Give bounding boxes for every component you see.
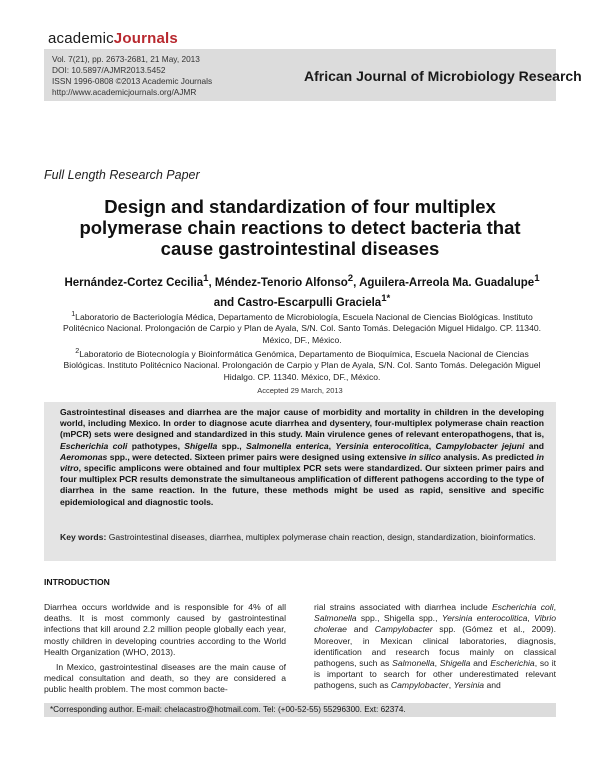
italic-run: Escherichia bbox=[490, 658, 535, 669]
text-run: spp. (Gómez et al., 2009). Moreover, in Mexican clinical laboratories, diagnosis, identification and research focus mainly on classical pathogens, such as bbox=[314, 624, 556, 669]
paragraph bbox=[314, 602, 556, 692]
abstract-run: spp., were detected. Sixteen primer pairs were designed using extensive bbox=[107, 451, 409, 462]
body-column-right bbox=[314, 602, 556, 696]
affiliation-sup: 1 bbox=[71, 310, 76, 318]
keywords-text: Gastrointestinal diseases, diarrhea, multiplex polymerase chain reaction, design, standardization, bioinformatics. bbox=[106, 532, 536, 542]
accepted-date: Accepted 29 March, 2013 bbox=[257, 386, 343, 395]
abstract-italic: Yersinia enterocolitica bbox=[335, 440, 429, 451]
meta-doi: DOI: 10.5897/AJMR2013.5452 bbox=[52, 65, 166, 75]
author-list bbox=[54, 271, 550, 311]
author-separator: and bbox=[213, 296, 238, 309]
affiliation-1 bbox=[54, 309, 550, 346]
text-run: , bbox=[553, 602, 556, 612]
paper-type: Full Length Research Paper bbox=[44, 168, 200, 182]
abstract-run: Gastrointestinal diseases and diarrhea are the major cause of morbidity and mortality in children in the developing world, including Mexico. In order to diagnose acute diarrhea and dysentery, four-multiplex polymerase chain reaction (mPCR) sets were designed and standardized in this study. Main virulence genes of relevant enteropathogens, that is, bbox=[60, 407, 544, 440]
author-affil-sup: 1* bbox=[381, 292, 391, 304]
text-run: and bbox=[470, 658, 491, 669]
abstract-italic: Aeromonas bbox=[60, 451, 108, 462]
text-run: , bbox=[434, 658, 440, 669]
abstract-run: , bbox=[428, 440, 436, 451]
journal-name: African Journal of Microbiology Research bbox=[304, 68, 582, 84]
section-heading-introduction: INTRODUCTION bbox=[44, 577, 110, 587]
affiliation-2 bbox=[54, 346, 550, 383]
author-separator: , bbox=[208, 276, 215, 289]
italic-run: Salmonella bbox=[314, 613, 357, 624]
author-affil-sup: 1 bbox=[534, 273, 540, 284]
text-run: , bbox=[527, 613, 535, 624]
meta-volume: Vol. 7(21), pp. 2673-2681, 21 May, 2013 bbox=[52, 54, 200, 64]
text-run: , so it is important to search for other underestimated relevant pathogens, such as bbox=[314, 658, 557, 691]
abstract-text bbox=[60, 407, 544, 508]
author-name: Aguilera-Arreola Ma. Guadalupe bbox=[359, 276, 535, 289]
abstract-run: , specific amplicons were obtained and four multiplex PCR sets were standardized. Our sixteen primer pairs and four multiplex PCR results demonstrate the simultaneous amplification of different pathogens according to the type of diarrhea in the same reaction. In the future, these methods might be used as rapid, sensitive and specific epidemiological and diagnostic tools. bbox=[60, 463, 544, 507]
author-affil-sup: 1 bbox=[203, 273, 209, 284]
text-run: and bbox=[346, 624, 375, 635]
text-run: , bbox=[448, 680, 454, 691]
italic-run: Shigella bbox=[439, 658, 471, 669]
logo-part-academic: academic bbox=[48, 30, 114, 47]
body-column-left bbox=[44, 602, 286, 700]
abstract-italic: Escherichia coli bbox=[60, 440, 128, 451]
italic-run: Yersinia enterocolitica bbox=[441, 613, 528, 624]
italic-run: Escherichia coli bbox=[491, 602, 554, 612]
text-run: and bbox=[484, 680, 501, 691]
abstract-run: analysis. As predicted bbox=[440, 451, 537, 462]
logo-part-journals: Journals bbox=[113, 30, 178, 47]
italic-run: Yersinia bbox=[453, 680, 485, 691]
meta-issn: ISSN 1996-0808 ©2013 Academic Journals bbox=[52, 76, 213, 86]
abstract-italic: Shigella bbox=[184, 440, 218, 451]
author-name: Castro-Escarpulli Graciela bbox=[237, 296, 382, 309]
corresponding-author-footnote bbox=[44, 703, 556, 717]
italic-run: Salmonella bbox=[392, 658, 435, 669]
italic-run: Campylobacter bbox=[390, 680, 449, 691]
author-name: Hernández-Cortez Cecilia bbox=[64, 276, 204, 289]
paper-title: Design and standardization of four multiplex polymerase chain reactions to detect bacteria that cause gastrointestinal diseases bbox=[79, 196, 521, 259]
author-separator: , bbox=[353, 276, 360, 289]
abstract-italic: in silico bbox=[408, 451, 441, 462]
abstract-run: and bbox=[524, 440, 544, 451]
publisher-logo bbox=[48, 30, 178, 47]
affiliation-text: Laboratorio de Biotecnología y Bioinformática Genómica, Departamento de Bioquímica, Escuela Nacional de Ciencias Biológicas. Instituto Politécnico Nacional. Prolongación de Carpio y Plan de Ayala, S/N. Col. Santo Tomás. Delegación Miguel Hidalgo. CP. 11340. México, DF., México. bbox=[63, 348, 541, 382]
meta-url[interactable]: http://www.academicjournals.org/AJMR bbox=[52, 87, 197, 97]
text-run: rial strains associated with diarrhea include bbox=[314, 602, 492, 612]
italic-run: Campylobacter bbox=[374, 624, 433, 635]
author-affil-sup: 2 bbox=[347, 273, 354, 284]
footnote-text: *Corresponding author. E-mail: chelacastro@hotmail.com. Tel: (+00-52-55) 55296300. Ext: 62374. bbox=[50, 705, 406, 714]
abstract-italic: Campylobacter jejuni bbox=[435, 440, 525, 451]
paragraph: Diarrhea occurs worldwide and is responsible for 4% of all deaths. It is most commonly caused by gastrointestinal infections that kill around 2.2 million people globally each year, mostly children in developing countries according to the World Health Organization (WHO, 2013). bbox=[44, 602, 286, 657]
abstract-italic: Salmonella enterica bbox=[245, 440, 329, 451]
abstract-run: pathotypes, bbox=[127, 440, 185, 451]
abstract-run: , bbox=[328, 440, 336, 451]
affiliation-sup: 2 bbox=[75, 347, 80, 355]
affiliation-text: Laboratorio de Bacteriología Médica, Departamento de Microbiología, Escuela Nacional de Ciencias Biológicas. Instituto Politécnico Nacional. Prolongación de Carpio y Plan de Ayala, S/N. Col. Santo Tomás. Delegación Miguel Hidalgo. CP. 11340. México, DF., México. bbox=[62, 311, 542, 345]
abstract-run: spp., bbox=[217, 440, 246, 451]
text-run: spp., Shigella spp., bbox=[356, 613, 442, 624]
keywords bbox=[60, 532, 544, 543]
paragraph: In Mexico, gastrointestinal diseases are the main cause of medical consultation and death, so they are considered a public health problem. The most common bacte- bbox=[44, 662, 286, 695]
citation-meta bbox=[52, 54, 212, 98]
italic-run: Vibrio cholerae bbox=[314, 613, 556, 635]
author-name: Méndez-Tenorio Alfonso bbox=[214, 276, 348, 289]
abstract-italic: in vitro bbox=[60, 451, 544, 474]
keywords-label: Key words: bbox=[60, 532, 107, 542]
